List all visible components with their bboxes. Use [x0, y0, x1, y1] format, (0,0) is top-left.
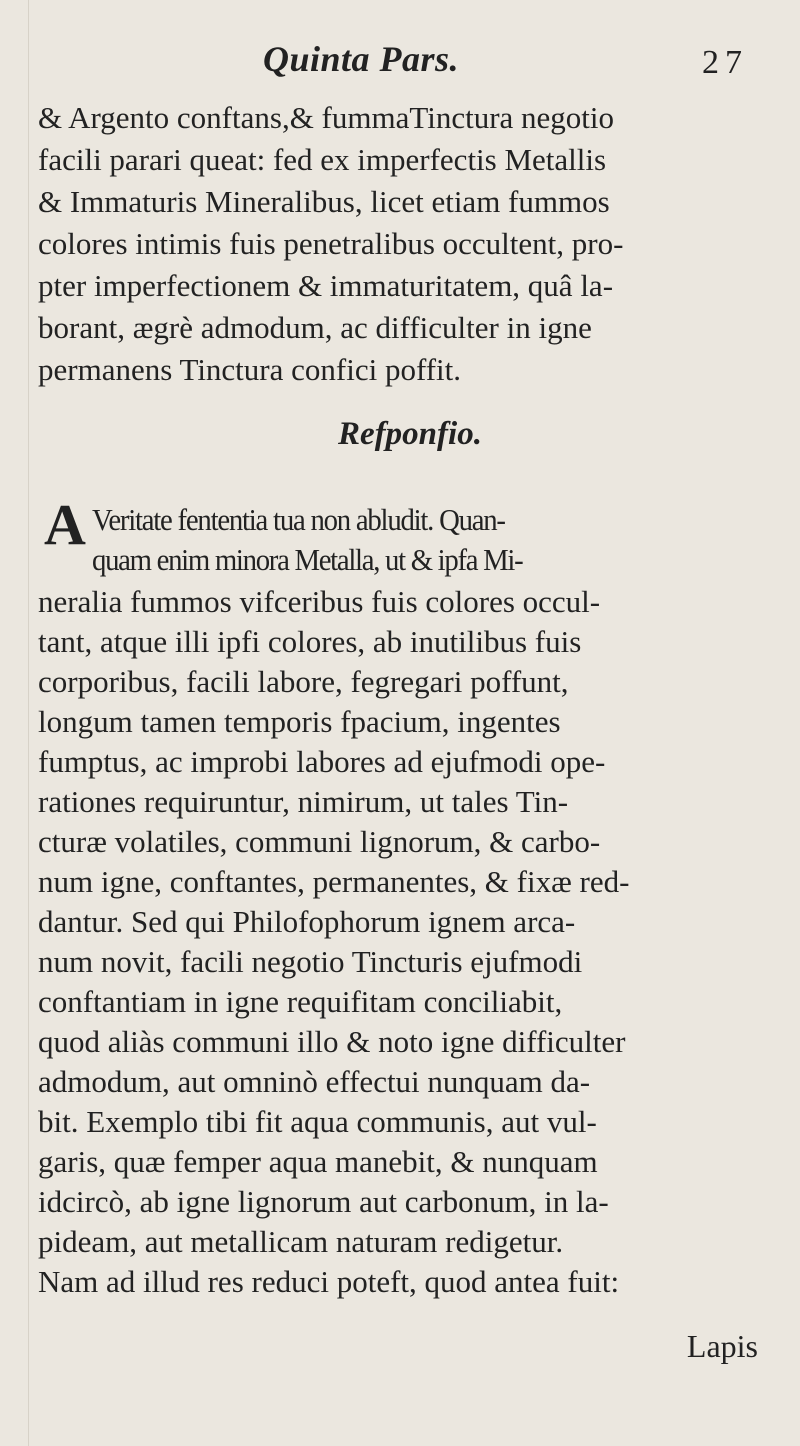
text-line: & Immaturis Mineralibus, licet etiam fummos [38, 184, 610, 219]
gutter-shadow [28, 0, 29, 1446]
text-line: Nam ad illud res reduci poteft, quod antea fuit: [38, 1264, 620, 1299]
text-line: permanens Tinctura confici poffit. [38, 352, 462, 387]
text-line: num igne, conftantes, permanentes, & fixæ red- [38, 864, 630, 899]
text-line: facili parari queat: fed ex imperfectis Metallis [38, 142, 607, 177]
text-line: fumptus, ac improbi labores ad ejufmodi ope- [38, 744, 606, 779]
text-line: corporibus, facili labore, fegregari poffunt, [38, 664, 569, 699]
drop-cap: A [44, 492, 86, 557]
text-line: quod aliàs communi illo & noto igne difficulter [38, 1024, 626, 1059]
text-line: rationes requiruntur, nimirum, ut tales Tin- [38, 784, 569, 819]
text-line: colores intimis fuis penetralibus occultent, pro- [38, 226, 624, 261]
text-line: cturæ volatiles, communi lignorum, & carbo- [38, 824, 601, 859]
text-line: conftantiam in igne requifitam conciliabit, [38, 984, 563, 1019]
section-heading: Refponfio. [338, 416, 482, 452]
text-line: idcircò, ab igne lignorum aut carbonum, in la- [38, 1184, 609, 1219]
text-line: pter imperfectionem & immaturitatem, quâ la- [38, 268, 614, 303]
text-line: quam enim minora Metalla, ut & ipfa Mi- [92, 542, 523, 577]
text-line: garis, quæ femper aqua manebit, & nunquam [38, 1144, 598, 1179]
text-line: bit. Exemplo tibi fit aqua communis, aut vul- [38, 1104, 597, 1139]
text-line: admodum, aut omninò effectui nunquam da- [38, 1064, 591, 1099]
running-title: Quinta Pars. [263, 39, 460, 79]
running-head [0, 38, 800, 86]
text-line: tant, atque illi ipfi colores, ab inutilibus fuis [38, 624, 582, 659]
text-line: dantur. Sed qui Philofophorum ignem arca- [38, 904, 576, 939]
text-line: & Argento conftans,& fummaTinctura negotio [38, 100, 615, 135]
text-line: borant, ægrè admodum, ac difficulter in igne [38, 310, 592, 345]
catchword: Lapis [686, 1328, 758, 1364]
text-line: longum tamen temporis fpacium, ingentes [38, 704, 561, 739]
text-line: Veritate fententia tua non abludit. Quan- [92, 502, 505, 537]
text-line: neralia fummos vifceribus fuis colores occul- [38, 584, 601, 619]
text-line: pideam, aut metallicam naturam redigetur. [38, 1224, 564, 1259]
text-line: num novit, facili negotio Tincturis ejufmodi [38, 944, 583, 979]
page-number: 27 [702, 44, 748, 81]
